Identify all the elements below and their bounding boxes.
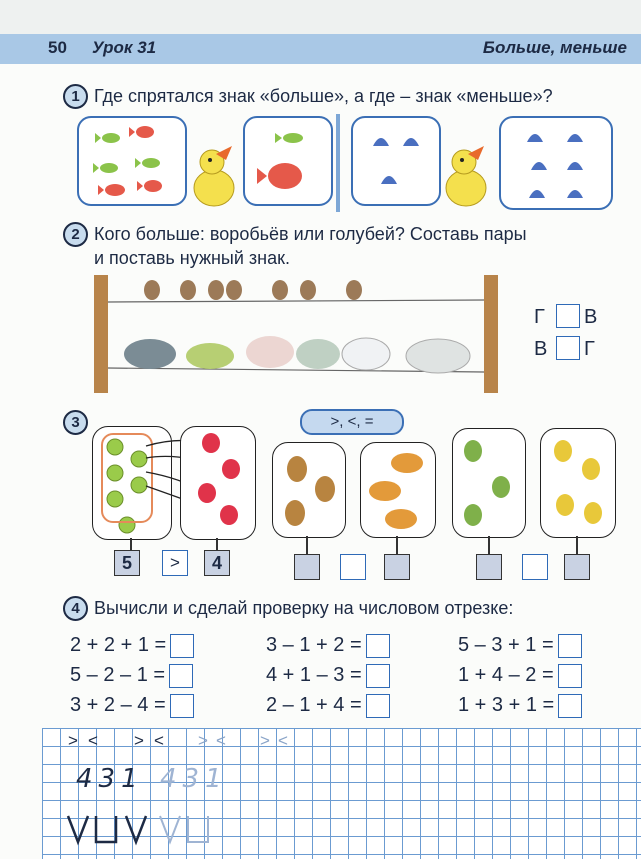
task4-number: 4: [63, 596, 88, 621]
equation: 5 – 2 – 1 =: [70, 662, 193, 688]
task1-text: Где спрятался знак «больше», а где – знак «меньше»?: [94, 86, 553, 106]
signs-hint: >, <, =: [300, 409, 404, 435]
answer-box[interactable]: [366, 634, 390, 658]
strawberries-icon: [181, 427, 255, 539]
copy-sign: >: [134, 731, 144, 750]
copy-sign-trace: >: [198, 731, 208, 750]
compare-row2-left: В: [534, 338, 548, 360]
equation: 2 + 2 + 1 =: [70, 632, 194, 658]
connector: [306, 536, 308, 554]
bluebell-icon: [353, 118, 439, 204]
copy-sign: <: [154, 731, 164, 750]
equation: 2 – 1 + 4 =: [266, 692, 390, 718]
handwriting-digits: 431: [76, 764, 144, 794]
lesson-title: Урок 31: [92, 38, 157, 57]
puppies-box: [360, 442, 436, 538]
birds-on-wire-illustration: [92, 270, 512, 395]
green-leaves-box: [452, 428, 526, 538]
answer-box[interactable]: [558, 634, 582, 658]
right-post-icon: [484, 275, 498, 393]
answer-box[interactable]: [170, 634, 194, 658]
equation: 1 + 3 + 1 =: [458, 692, 582, 718]
fish-pair-icon: [245, 118, 331, 204]
fish-box-few: [243, 116, 333, 206]
fish-group-icon: [79, 118, 185, 204]
answer-box[interactable]: [558, 664, 582, 688]
answer-box[interactable]: [558, 694, 582, 718]
connector: [396, 536, 398, 554]
task2-text-line2: и поставь нужный знак.: [94, 248, 291, 268]
equation: 4 + 1 – 3 =: [266, 662, 390, 688]
answer-box[interactable]: [366, 664, 390, 688]
task1-number: 1: [63, 84, 88, 109]
apples-count: 5: [114, 550, 140, 576]
connector: [488, 536, 490, 554]
fish-box-many: [77, 116, 187, 206]
bell-box-few: [351, 116, 441, 206]
handwriting-digits-trace: 431: [160, 764, 228, 794]
top-strip: [0, 0, 641, 34]
strawberries-count: 4: [204, 550, 230, 576]
yellow-leaves-count[interactable]: [564, 554, 590, 580]
connector: [576, 536, 578, 554]
pair1-sign[interactable]: >: [162, 550, 188, 576]
bell-box-many: [499, 116, 613, 210]
compare-row2-right: Г: [584, 338, 595, 360]
pair3-sign[interactable]: [522, 554, 548, 580]
bluebell-group-icon: [501, 118, 611, 208]
yellow-leaves-box: [540, 428, 616, 538]
duckling-icon: [188, 140, 240, 212]
task3-number: 3: [63, 410, 88, 435]
task2-text-line1: Кого больше: воробьёв или голубей? Составь пары: [94, 224, 527, 244]
pigeons-icon: [124, 336, 470, 373]
task4-text: Вычисли и сделай проверку на числовом отрезке:: [94, 598, 514, 618]
compare-row1-right: В: [584, 306, 598, 328]
kittens-count[interactable]: [294, 554, 320, 580]
compare-row1-left: Г: [534, 306, 545, 328]
copy-sign-trace: <: [278, 731, 288, 750]
copy-sign-trace: <: [216, 731, 226, 750]
copy-sign: >: [68, 731, 78, 750]
compare-row1-answer[interactable]: [556, 304, 580, 328]
copy-sign-trace: >: [260, 731, 270, 750]
task2-number: 2: [63, 222, 88, 247]
equation: 5 – 3 + 1 =: [458, 632, 582, 658]
connector: [216, 538, 218, 550]
yellow-leaf-icon: [541, 429, 615, 537]
answer-box[interactable]: [366, 694, 390, 718]
puppies-icon: [361, 443, 435, 537]
equation: 3 + 2 – 4 =: [70, 692, 194, 718]
strawberries-box: [180, 426, 256, 540]
task1-divider: [336, 114, 340, 212]
green-leaf-icon: [453, 429, 525, 537]
left-post-icon: [94, 275, 108, 393]
equation: 1 + 4 – 2 =: [458, 662, 582, 688]
kittens-box: [272, 442, 346, 538]
equation: 3 – 1 + 2 =: [266, 632, 390, 658]
compare-row2-answer[interactable]: [556, 336, 580, 360]
connector: [130, 538, 132, 550]
handwriting-shapes: [66, 812, 236, 846]
duckling-icon-2: [440, 140, 492, 212]
puppies-count[interactable]: [384, 554, 410, 580]
answer-box[interactable]: [170, 694, 194, 718]
copy-sign: <: [88, 731, 98, 750]
answer-box[interactable]: [169, 664, 193, 688]
kittens-icon: [273, 443, 345, 537]
pair2-sign[interactable]: [340, 554, 366, 580]
page-number: 50: [48, 38, 67, 57]
sparrows-icon: [144, 280, 362, 300]
green-leaves-count[interactable]: [476, 554, 502, 580]
topic-title: Больше, меньше: [482, 38, 627, 57]
